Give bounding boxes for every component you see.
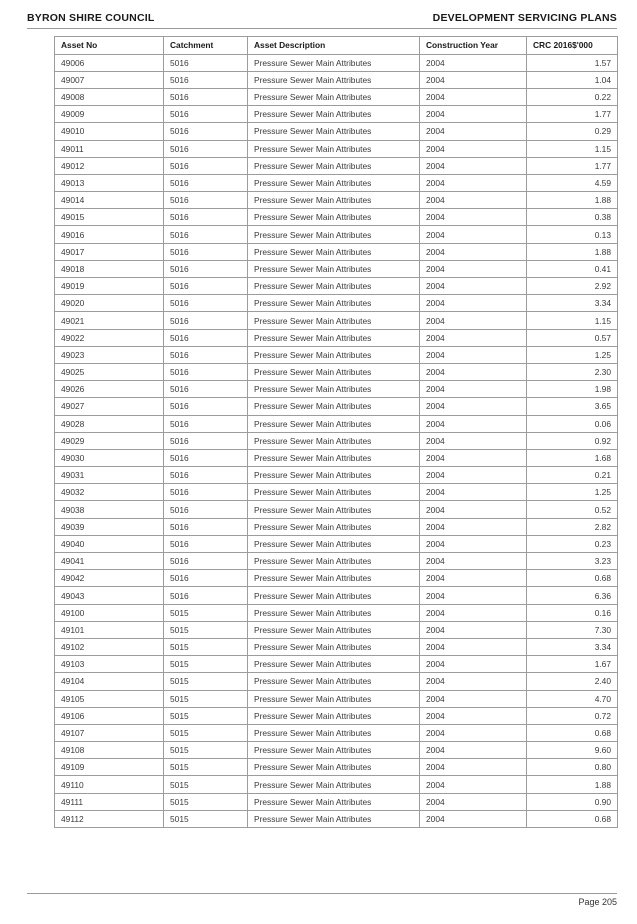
catchment-cell: 5015 [164, 707, 248, 724]
catchment-cell: 5016 [164, 570, 248, 587]
asset-table [54, 36, 618, 828]
catchment-cell: 5016 [164, 54, 248, 71]
table-row [55, 363, 618, 380]
table-row [55, 742, 618, 759]
asset-no-cell: 49012 [55, 157, 164, 174]
organization-name: BYRON SHIRE COUNCIL [27, 12, 155, 24]
catchment-cell: 5016 [164, 381, 248, 398]
crc-cell: 3.23 [527, 553, 618, 570]
catchment-cell: 5016 [164, 260, 248, 277]
construction-year-cell: 2004 [420, 192, 527, 209]
construction-year-cell: 2004 [420, 467, 527, 484]
asset-description-cell: Pressure Sewer Main Attributes [248, 415, 420, 432]
table-row [55, 432, 618, 449]
construction-year-cell: 2004 [420, 71, 527, 88]
catchment-cell: 5016 [164, 535, 248, 552]
catchment-cell: 5015 [164, 604, 248, 621]
catchment-cell: 5016 [164, 226, 248, 243]
asset-description-cell: Pressure Sewer Main Attributes [248, 226, 420, 243]
document-title: DEVELOPMENT SERVICING PLANS [432, 12, 617, 24]
asset-description-cell: Pressure Sewer Main Attributes [248, 363, 420, 380]
crc-cell: 7.30 [527, 621, 618, 638]
construction-year-cell: 2004 [420, 690, 527, 707]
catchment-cell: 5015 [164, 724, 248, 741]
table-row [55, 260, 618, 277]
table-body [55, 54, 618, 827]
crc-cell: 0.52 [527, 501, 618, 518]
catchment-cell: 5016 [164, 467, 248, 484]
construction-year-cell: 2004 [420, 638, 527, 655]
asset-description-cell: Pressure Sewer Main Attributes [248, 742, 420, 759]
table-row [55, 776, 618, 793]
construction-year-cell: 2004 [420, 415, 527, 432]
table-row [55, 484, 618, 501]
asset-description-cell: Pressure Sewer Main Attributes [248, 312, 420, 329]
crc-cell: 1.04 [527, 71, 618, 88]
asset-no-cell: 49009 [55, 106, 164, 123]
construction-year-cell: 2004 [420, 209, 527, 226]
asset-description-cell: Pressure Sewer Main Attributes [248, 329, 420, 346]
asset-description-cell: Pressure Sewer Main Attributes [248, 535, 420, 552]
construction-year-cell: 2004 [420, 381, 527, 398]
construction-year-cell: 2004 [420, 140, 527, 157]
header-divider [27, 28, 617, 29]
construction-year-cell: 2004 [420, 295, 527, 312]
asset-no-cell: 49020 [55, 295, 164, 312]
catchment-cell: 5016 [164, 278, 248, 295]
asset-description-cell: Pressure Sewer Main Attributes [248, 398, 420, 415]
table-row [55, 604, 618, 621]
catchment-cell: 5016 [164, 346, 248, 363]
asset-no-cell: 49013 [55, 174, 164, 191]
asset-description-cell: Pressure Sewer Main Attributes [248, 140, 420, 157]
catchment-cell: 5016 [164, 312, 248, 329]
table-row [55, 570, 618, 587]
table-header-row [55, 37, 618, 55]
asset-no-cell: 49014 [55, 192, 164, 209]
column-header-crc: CRC 2016$'000 [527, 37, 618, 55]
asset-description-cell: Pressure Sewer Main Attributes [248, 759, 420, 776]
asset-no-cell: 49026 [55, 381, 164, 398]
construction-year-cell: 2004 [420, 776, 527, 793]
construction-year-cell: 2004 [420, 656, 527, 673]
asset-no-cell: 49101 [55, 621, 164, 638]
asset-description-cell: Pressure Sewer Main Attributes [248, 278, 420, 295]
asset-description-cell: Pressure Sewer Main Attributes [248, 295, 420, 312]
asset-description-cell: Pressure Sewer Main Attributes [248, 707, 420, 724]
crc-cell: 4.59 [527, 174, 618, 191]
asset-description-cell: Pressure Sewer Main Attributes [248, 518, 420, 535]
asset-no-cell: 49109 [55, 759, 164, 776]
table-row [55, 209, 618, 226]
table-row [55, 226, 618, 243]
asset-no-cell: 49008 [55, 88, 164, 105]
asset-description-cell: Pressure Sewer Main Attributes [248, 123, 420, 140]
catchment-cell: 5016 [164, 88, 248, 105]
crc-cell: 2.30 [527, 363, 618, 380]
crc-cell: 0.92 [527, 432, 618, 449]
construction-year-cell: 2004 [420, 449, 527, 466]
asset-description-cell: Pressure Sewer Main Attributes [248, 449, 420, 466]
catchment-cell: 5016 [164, 329, 248, 346]
asset-no-cell: 49108 [55, 742, 164, 759]
construction-year-cell: 2004 [420, 329, 527, 346]
asset-no-cell: 49007 [55, 71, 164, 88]
catchment-cell: 5015 [164, 793, 248, 810]
crc-cell: 3.34 [527, 295, 618, 312]
page-header [27, 8, 617, 28]
table-row [55, 140, 618, 157]
asset-no-cell: 49112 [55, 810, 164, 827]
catchment-cell: 5015 [164, 759, 248, 776]
crc-cell: 0.13 [527, 226, 618, 243]
table-row [55, 656, 618, 673]
construction-year-cell: 2004 [420, 260, 527, 277]
asset-description-cell: Pressure Sewer Main Attributes [248, 484, 420, 501]
catchment-cell: 5015 [164, 810, 248, 827]
catchment-cell: 5016 [164, 363, 248, 380]
crc-cell: 1.15 [527, 140, 618, 157]
crc-cell: 2.92 [527, 278, 618, 295]
table-row [55, 174, 618, 191]
asset-no-cell: 49100 [55, 604, 164, 621]
construction-year-cell: 2004 [420, 226, 527, 243]
crc-cell: 0.57 [527, 329, 618, 346]
catchment-cell: 5015 [164, 656, 248, 673]
asset-no-cell: 49038 [55, 501, 164, 518]
table-row [55, 243, 618, 260]
construction-year-cell: 2004 [420, 398, 527, 415]
catchment-cell: 5016 [164, 295, 248, 312]
construction-year-cell: 2004 [420, 724, 527, 741]
asset-no-cell: 49040 [55, 535, 164, 552]
column-header-construction-year: Construction Year [420, 37, 527, 55]
catchment-cell: 5016 [164, 484, 248, 501]
asset-description-cell: Pressure Sewer Main Attributes [248, 570, 420, 587]
construction-year-cell: 2004 [420, 278, 527, 295]
asset-no-cell: 49107 [55, 724, 164, 741]
asset-no-cell: 49105 [55, 690, 164, 707]
crc-cell: 1.57 [527, 54, 618, 71]
asset-no-cell: 49016 [55, 226, 164, 243]
table-row [55, 329, 618, 346]
crc-cell: 0.68 [527, 724, 618, 741]
catchment-cell: 5016 [164, 140, 248, 157]
crc-cell: 1.15 [527, 312, 618, 329]
crc-cell: 2.40 [527, 673, 618, 690]
catchment-cell: 5016 [164, 553, 248, 570]
asset-no-cell: 49017 [55, 243, 164, 260]
asset-description-cell: Pressure Sewer Main Attributes [248, 157, 420, 174]
asset-description-cell: Pressure Sewer Main Attributes [248, 673, 420, 690]
table-row [55, 278, 618, 295]
asset-description-cell: Pressure Sewer Main Attributes [248, 776, 420, 793]
table-row [55, 88, 618, 105]
construction-year-cell: 2004 [420, 535, 527, 552]
construction-year-cell: 2004 [420, 346, 527, 363]
crc-cell: 0.06 [527, 415, 618, 432]
catchment-cell: 5015 [164, 638, 248, 655]
crc-cell: 0.38 [527, 209, 618, 226]
construction-year-cell: 2004 [420, 707, 527, 724]
asset-description-cell: Pressure Sewer Main Attributes [248, 88, 420, 105]
asset-no-cell: 49025 [55, 363, 164, 380]
crc-cell: 1.88 [527, 192, 618, 209]
catchment-cell: 5015 [164, 690, 248, 707]
catchment-cell: 5015 [164, 776, 248, 793]
column-header-catchment: Catchment [164, 37, 248, 55]
crc-cell: 0.72 [527, 707, 618, 724]
asset-description-cell: Pressure Sewer Main Attributes [248, 71, 420, 88]
construction-year-cell: 2004 [420, 587, 527, 604]
construction-year-cell: 2004 [420, 553, 527, 570]
asset-no-cell: 49019 [55, 278, 164, 295]
table-row [55, 312, 618, 329]
asset-no-cell: 49106 [55, 707, 164, 724]
table-row [55, 535, 618, 552]
construction-year-cell: 2004 [420, 742, 527, 759]
construction-year-cell: 2004 [420, 123, 527, 140]
catchment-cell: 5016 [164, 415, 248, 432]
asset-no-cell: 49022 [55, 329, 164, 346]
asset-no-cell: 49103 [55, 656, 164, 673]
construction-year-cell: 2004 [420, 810, 527, 827]
asset-no-cell: 49041 [55, 553, 164, 570]
asset-description-cell: Pressure Sewer Main Attributes [248, 243, 420, 260]
crc-cell: 0.22 [527, 88, 618, 105]
asset-description-cell: Pressure Sewer Main Attributes [248, 174, 420, 191]
catchment-cell: 5016 [164, 243, 248, 260]
table-row [55, 518, 618, 535]
asset-no-cell: 49028 [55, 415, 164, 432]
catchment-cell: 5016 [164, 106, 248, 123]
table-row [55, 123, 618, 140]
table-row [55, 295, 618, 312]
table-row [55, 707, 618, 724]
crc-cell: 0.90 [527, 793, 618, 810]
table-row [55, 157, 618, 174]
table-row [55, 673, 618, 690]
crc-cell: 3.34 [527, 638, 618, 655]
construction-year-cell: 2004 [420, 157, 527, 174]
catchment-cell: 5016 [164, 587, 248, 604]
asset-no-cell: 49042 [55, 570, 164, 587]
asset-description-cell: Pressure Sewer Main Attributes [248, 656, 420, 673]
crc-cell: 0.21 [527, 467, 618, 484]
catchment-cell: 5015 [164, 673, 248, 690]
crc-cell: 0.23 [527, 535, 618, 552]
table-row [55, 553, 618, 570]
catchment-cell: 5016 [164, 209, 248, 226]
construction-year-cell: 2004 [420, 621, 527, 638]
asset-description-cell: Pressure Sewer Main Attributes [248, 260, 420, 277]
asset-no-cell: 49023 [55, 346, 164, 363]
table-row [55, 793, 618, 810]
asset-description-cell: Pressure Sewer Main Attributes [248, 346, 420, 363]
construction-year-cell: 2004 [420, 106, 527, 123]
asset-description-cell: Pressure Sewer Main Attributes [248, 467, 420, 484]
catchment-cell: 5016 [164, 432, 248, 449]
catchment-cell: 5016 [164, 123, 248, 140]
catchment-cell: 5016 [164, 449, 248, 466]
crc-cell: 1.77 [527, 157, 618, 174]
footer-divider [27, 893, 617, 894]
crc-cell: 0.29 [527, 123, 618, 140]
table-row [55, 398, 618, 415]
crc-cell: 4.70 [527, 690, 618, 707]
asset-no-cell: 49027 [55, 398, 164, 415]
table-row [55, 415, 618, 432]
construction-year-cell: 2004 [420, 484, 527, 501]
asset-no-cell: 49015 [55, 209, 164, 226]
crc-cell: 2.82 [527, 518, 618, 535]
table-row [55, 467, 618, 484]
asset-no-cell: 49006 [55, 54, 164, 71]
catchment-cell: 5016 [164, 501, 248, 518]
catchment-cell: 5015 [164, 621, 248, 638]
crc-cell: 6.36 [527, 587, 618, 604]
asset-description-cell: Pressure Sewer Main Attributes [248, 690, 420, 707]
construction-year-cell: 2004 [420, 793, 527, 810]
asset-no-cell: 49029 [55, 432, 164, 449]
table-row [55, 621, 618, 638]
asset-description-cell: Pressure Sewer Main Attributes [248, 54, 420, 71]
construction-year-cell: 2004 [420, 518, 527, 535]
crc-cell: 1.68 [527, 449, 618, 466]
catchment-cell: 5016 [164, 174, 248, 191]
crc-cell: 1.88 [527, 776, 618, 793]
construction-year-cell: 2004 [420, 604, 527, 621]
table-row [55, 587, 618, 604]
catchment-cell: 5015 [164, 742, 248, 759]
construction-year-cell: 2004 [420, 673, 527, 690]
column-header-asset-description: Asset Description [248, 37, 420, 55]
asset-description-cell: Pressure Sewer Main Attributes [248, 587, 420, 604]
column-header-asset-no: Asset No [55, 37, 164, 55]
crc-cell: 0.16 [527, 604, 618, 621]
crc-cell: 1.98 [527, 381, 618, 398]
crc-cell: 0.41 [527, 260, 618, 277]
table-row [55, 810, 618, 827]
construction-year-cell: 2004 [420, 570, 527, 587]
asset-description-cell: Pressure Sewer Main Attributes [248, 209, 420, 226]
crc-cell: 1.25 [527, 346, 618, 363]
construction-year-cell: 2004 [420, 363, 527, 380]
asset-description-cell: Pressure Sewer Main Attributes [248, 638, 420, 655]
crc-cell: 1.77 [527, 106, 618, 123]
asset-description-cell: Pressure Sewer Main Attributes [248, 501, 420, 518]
crc-cell: 0.68 [527, 570, 618, 587]
asset-description-cell: Pressure Sewer Main Attributes [248, 432, 420, 449]
asset-no-cell: 49102 [55, 638, 164, 655]
asset-no-cell: 49104 [55, 673, 164, 690]
page-number: Page 205 [578, 897, 617, 907]
table-row [55, 192, 618, 209]
asset-description-cell: Pressure Sewer Main Attributes [248, 553, 420, 570]
crc-cell: 9.60 [527, 742, 618, 759]
asset-description-cell: Pressure Sewer Main Attributes [248, 604, 420, 621]
catchment-cell: 5016 [164, 157, 248, 174]
asset-description-cell: Pressure Sewer Main Attributes [248, 621, 420, 638]
asset-description-cell: Pressure Sewer Main Attributes [248, 724, 420, 741]
table-row [55, 501, 618, 518]
catchment-cell: 5016 [164, 192, 248, 209]
construction-year-cell: 2004 [420, 174, 527, 191]
asset-description-cell: Pressure Sewer Main Attributes [248, 106, 420, 123]
asset-no-cell: 49039 [55, 518, 164, 535]
table-row [55, 71, 618, 88]
asset-no-cell: 49111 [55, 793, 164, 810]
table-row [55, 346, 618, 363]
construction-year-cell: 2004 [420, 88, 527, 105]
construction-year-cell: 2004 [420, 54, 527, 71]
asset-description-cell: Pressure Sewer Main Attributes [248, 381, 420, 398]
crc-cell: 0.80 [527, 759, 618, 776]
asset-description-cell: Pressure Sewer Main Attributes [248, 192, 420, 209]
crc-cell: 1.88 [527, 243, 618, 260]
crc-cell: 3.65 [527, 398, 618, 415]
crc-cell: 0.68 [527, 810, 618, 827]
table-row [55, 638, 618, 655]
table-row [55, 724, 618, 741]
asset-no-cell: 49018 [55, 260, 164, 277]
catchment-cell: 5016 [164, 398, 248, 415]
construction-year-cell: 2004 [420, 759, 527, 776]
construction-year-cell: 2004 [420, 243, 527, 260]
construction-year-cell: 2004 [420, 501, 527, 518]
asset-no-cell: 49030 [55, 449, 164, 466]
catchment-cell: 5016 [164, 518, 248, 535]
table-row [55, 449, 618, 466]
table-row [55, 381, 618, 398]
table-row [55, 54, 618, 71]
asset-description-cell: Pressure Sewer Main Attributes [248, 810, 420, 827]
asset-description-cell: Pressure Sewer Main Attributes [248, 793, 420, 810]
asset-no-cell: 49021 [55, 312, 164, 329]
asset-no-cell: 49031 [55, 467, 164, 484]
asset-no-cell: 49011 [55, 140, 164, 157]
table-row [55, 759, 618, 776]
asset-no-cell: 49032 [55, 484, 164, 501]
crc-cell: 1.67 [527, 656, 618, 673]
table-row [55, 690, 618, 707]
table-row [55, 106, 618, 123]
construction-year-cell: 2004 [420, 432, 527, 449]
catchment-cell: 5016 [164, 71, 248, 88]
asset-no-cell: 49110 [55, 776, 164, 793]
asset-no-cell: 49010 [55, 123, 164, 140]
crc-cell: 1.25 [527, 484, 618, 501]
construction-year-cell: 2004 [420, 312, 527, 329]
asset-no-cell: 49043 [55, 587, 164, 604]
